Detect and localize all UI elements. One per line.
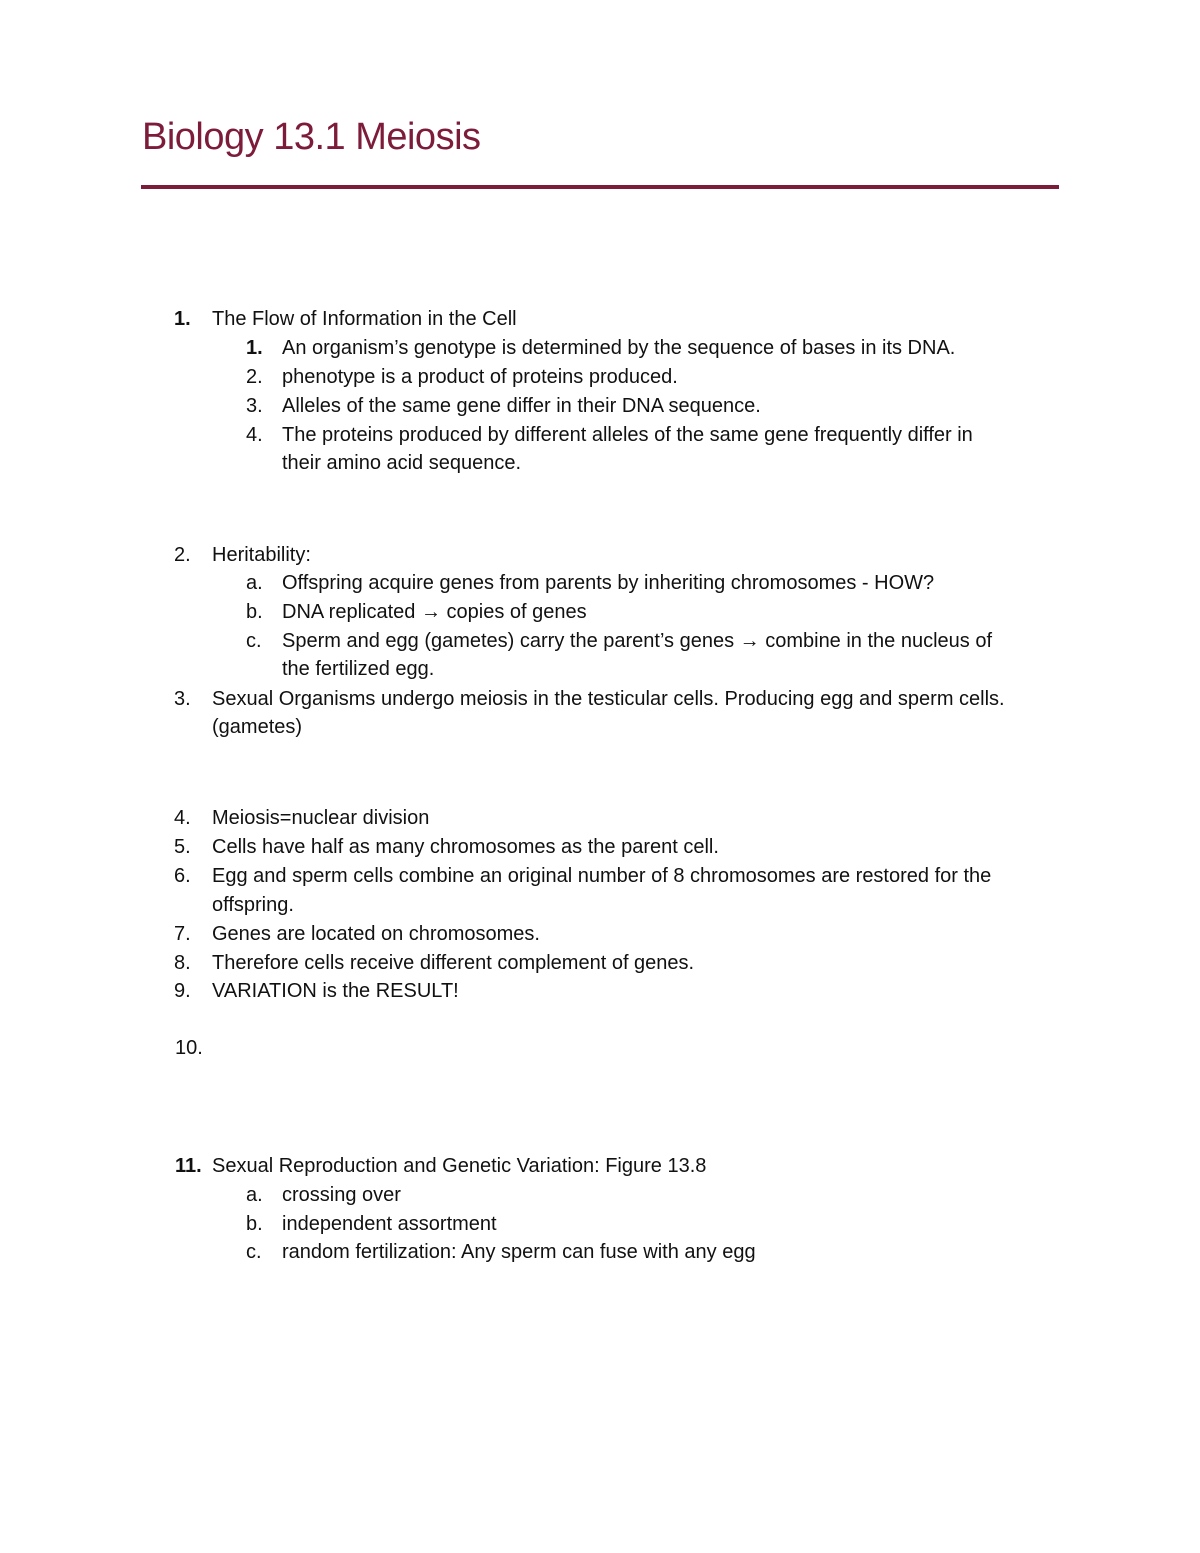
list-item-text: Sexual Organisms undergo meiosis in the testicular cells. Producing egg and sperm cells. <box>212 688 1005 710</box>
list-item-number: 8. <box>174 952 191 974</box>
sublist-item-text: The proteins produced by different alleles of the same gene frequently differ in <box>282 424 973 446</box>
list-item-text: Heritability: <box>212 544 311 566</box>
list-item-number: 5. <box>174 836 191 858</box>
list-item-text: The Flow of Information in the Cell <box>212 308 517 330</box>
list-item-text: Egg and sperm cells combine an original number of 8 chromosomes are restored for the <box>212 865 992 887</box>
list-item-number: 4. <box>174 807 191 829</box>
sublist-item-number: a. <box>246 1184 263 1206</box>
list-item-text: offspring. <box>212 894 294 916</box>
list-item-number: 3. <box>174 688 191 710</box>
sublist-item-text: Alleles of the same gene differ in their DNA sequence. <box>282 395 761 417</box>
list-item-number: 11. <box>175 1155 202 1177</box>
list-item-number: 2. <box>174 544 191 566</box>
sublist-item-number: 2. <box>246 366 263 388</box>
page-title: Biology 13.1 Meiosis <box>142 116 481 158</box>
sublist-item-text: their amino acid sequence. <box>282 452 522 474</box>
sublist-item-number: c. <box>246 630 262 652</box>
list-item-number: 10. <box>175 1037 203 1059</box>
list-item-number: 7. <box>174 923 191 945</box>
list-item-text: Sexual Reproduction and Genetic Variation: Figure 13.8 <box>212 1155 707 1177</box>
sublist-item-number: 1. <box>246 337 263 359</box>
sublist-item-number: c. <box>246 1241 262 1263</box>
list-item-text: Genes are located on chromosomes. <box>212 923 540 945</box>
title-divider <box>141 185 1059 189</box>
sublist-item-text: independent assortment <box>282 1213 497 1235</box>
list-item-number: 9. <box>174 980 191 1002</box>
sublist-item-text: phenotype is a product of proteins produced. <box>282 366 678 388</box>
list-item-text: (gametes) <box>212 716 303 738</box>
sublist-item-number: b. <box>246 601 263 623</box>
sublist-item-number: 4. <box>246 424 263 446</box>
list-item-text: Therefore cells receive different complement of genes. <box>212 952 695 974</box>
sublist-item-number: a. <box>246 572 263 594</box>
sublist-item-text: the fertilized egg. <box>282 658 435 680</box>
sublist-item-number: b. <box>246 1213 263 1235</box>
sublist-item-text: Offspring acquire genes from parents by inheriting chromosomes - HOW? <box>282 572 935 594</box>
list-item-text: Meiosis=nuclear division <box>212 807 430 829</box>
list-item-number: 1. <box>174 308 191 330</box>
sublist-item-text: An organism’s genotype is determined by the sequence of bases in its DNA. <box>282 337 956 359</box>
sublist-item-text: crossing over <box>282 1184 401 1206</box>
sublist-item-text: Sperm and egg (gametes) carry the parent’s genes → combine in the nucleus of <box>282 630 993 652</box>
list-item-text: Cells have half as many chromosomes as the parent cell. <box>212 836 719 858</box>
sublist-item-text: DNA replicated → copies of genes <box>282 601 587 623</box>
list-item-number: 6. <box>174 865 191 887</box>
sublist-item-text: random fertilization: Any sperm can fuse with any egg <box>282 1241 756 1263</box>
list-item-text: VARIATION is the RESULT! <box>212 980 459 1002</box>
sublist-item-number: 3. <box>246 395 263 417</box>
